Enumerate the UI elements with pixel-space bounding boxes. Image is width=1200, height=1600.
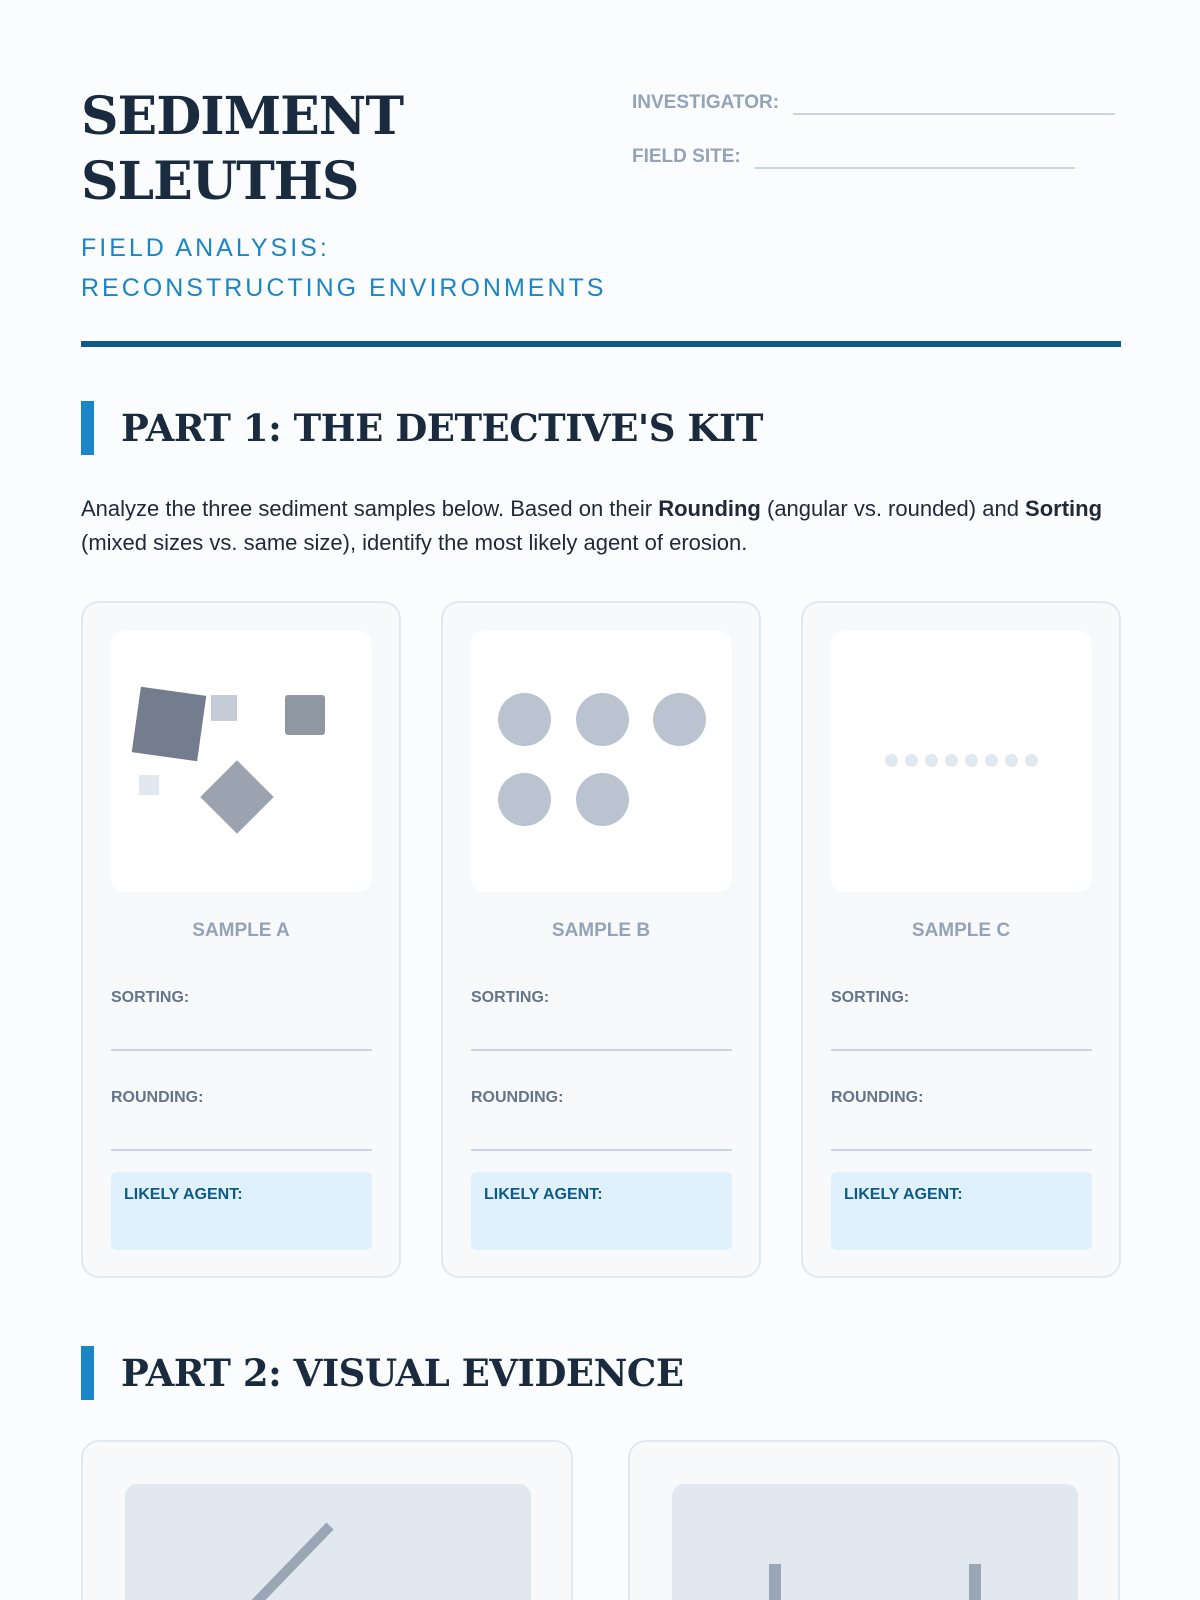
sample-b-agent-box[interactable] xyxy=(471,1172,732,1250)
intro-text-3: (mixed sizes vs. same size), identify the most likely agent of erosion. xyxy=(81,530,748,555)
sample-b-sorting-answer-line[interactable] xyxy=(471,1049,732,1051)
section-accent-bar xyxy=(81,1346,94,1400)
sample-a-rounding-label: ROUNDING: xyxy=(111,1089,204,1106)
angular-grain xyxy=(285,695,325,735)
section-accent-bar xyxy=(81,401,94,455)
worksheet-title: SEDIMENT SLEUTHS xyxy=(81,86,404,212)
fine-grain xyxy=(925,754,938,767)
sample-b-rounding-answer-line[interactable] xyxy=(471,1149,732,1151)
header-divider xyxy=(81,341,1121,347)
evidence-left-illustration xyxy=(125,1484,531,1600)
intro-text-2: (angular vs. rounded) and xyxy=(760,496,1026,521)
fine-grain xyxy=(1025,754,1038,767)
field-site-label: FIELD SITE: xyxy=(632,146,741,167)
sample-b-sorting-label: SORTING: xyxy=(471,989,550,1006)
part2-title: PART 2: VISUAL EVIDENCE xyxy=(121,1351,684,1395)
fine-grain xyxy=(885,754,898,767)
sample-a-rounding-answer-line[interactable] xyxy=(111,1149,372,1151)
intro-bold-rounding: Rounding xyxy=(658,496,761,521)
evidence-card-right xyxy=(628,1440,1120,1600)
fine-grain xyxy=(905,754,918,767)
sample-b-grain-illustration xyxy=(471,631,732,892)
worksheet-header xyxy=(81,84,1121,346)
field-site-input-line[interactable] xyxy=(755,167,1075,169)
sample-c-grain-illustration xyxy=(831,631,1092,892)
investigator-label: INVESTIGATOR: xyxy=(632,92,780,113)
angular-grain xyxy=(132,687,207,762)
rounded-grain xyxy=(653,693,706,746)
field-site-field[interactable] xyxy=(632,138,1122,168)
rounded-grain xyxy=(576,773,629,826)
sample-card-c xyxy=(801,601,1121,1278)
evidence-right-illustration xyxy=(672,1484,1078,1600)
subtitle-line-1: FIELD ANALYSIS: xyxy=(81,234,330,262)
rounded-grain xyxy=(576,693,629,746)
sample-b-rounding-label: ROUNDING: xyxy=(471,1089,564,1106)
fine-grain xyxy=(985,754,998,767)
intro-bold-sorting: Sorting xyxy=(1025,496,1103,521)
sample-card-b xyxy=(441,601,761,1278)
part1-title: PART 1: THE DETECTIVE'S KIT xyxy=(121,406,763,450)
sample-c-rounding-answer-line[interactable] xyxy=(831,1149,1092,1151)
sample-c-agent-label: LIKELY AGENT: xyxy=(844,1186,963,1203)
intro-text-1: Analyze the three sediment samples below. Based on their xyxy=(81,496,659,521)
evidence-card-left xyxy=(81,1440,573,1600)
fine-grain xyxy=(965,754,978,767)
sample-a-sorting-label: SORTING: xyxy=(111,989,190,1006)
investigator-field[interactable] xyxy=(632,84,1122,114)
angular-grain xyxy=(139,775,159,795)
rounded-grain xyxy=(498,693,551,746)
sample-a-grain-illustration xyxy=(111,631,372,892)
sample-c-name: SAMPLE C xyxy=(911,920,1011,941)
sample-c-sorting-label: SORTING: xyxy=(831,989,910,1006)
fine-grain xyxy=(945,754,958,767)
slope-illustration xyxy=(125,1484,531,1600)
sample-a-agent-box[interactable] xyxy=(111,1172,372,1250)
worksheet-subtitle xyxy=(81,228,641,308)
sample-c-sorting-answer-line[interactable] xyxy=(831,1049,1092,1051)
part1-instructions xyxy=(81,492,1126,560)
sample-a-agent-label: LIKELY AGENT: xyxy=(124,1186,243,1203)
sample-b-agent-label: LIKELY AGENT: xyxy=(484,1186,603,1203)
part2-heading xyxy=(81,1346,684,1400)
sample-c-rounding-label: ROUNDING: xyxy=(831,1089,924,1106)
angular-grain xyxy=(200,760,274,834)
sample-a-name: SAMPLE A xyxy=(192,920,290,941)
channel-illustration xyxy=(672,1484,1078,1600)
sample-b-name: SAMPLE B xyxy=(551,920,651,941)
sample-card-a xyxy=(81,601,401,1278)
part1-heading xyxy=(81,401,763,455)
fine-grain xyxy=(1005,754,1018,767)
investigator-input-line[interactable] xyxy=(793,113,1115,115)
info-fields xyxy=(632,84,1122,192)
subtitle-line-2: RECONSTRUCTING ENVIRONMENTS xyxy=(81,274,607,302)
angular-grain xyxy=(211,695,237,721)
slope-line xyxy=(245,1526,330,1600)
sample-c-agent-box[interactable] xyxy=(831,1172,1092,1250)
sample-a-sorting-answer-line[interactable] xyxy=(111,1049,372,1051)
rounded-grain xyxy=(498,773,551,826)
